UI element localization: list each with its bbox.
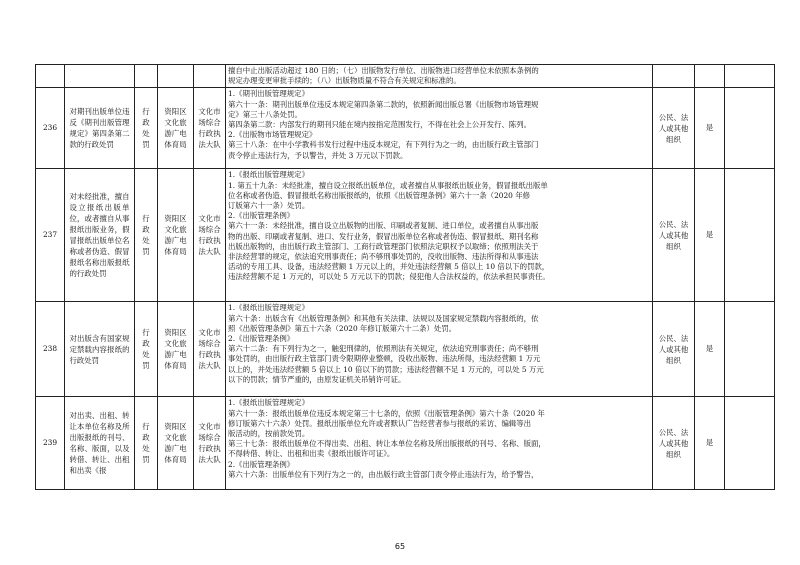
basis-line: 擅自中止出版活动超过 180 日的；（七）出版物发行单位、出版物进口经营单位未依照本条例的 (228, 66, 539, 75)
basis-line: 第六十二条：有下列行为之一，触犯刑律的，依照刑法有关规定，依法追究刑事责任；尚不够刑 (228, 344, 539, 354)
basis-line: 2.《出版物市场管理规定》 (228, 130, 317, 140)
cell-basis (226, 397, 653, 490)
basis-line: 2.《出版管理条例》 (228, 211, 295, 221)
penalty-type: 行政处罚 (142, 422, 150, 465)
basis-line: 1.《报纸出版管理规定》 (228, 170, 309, 180)
basis-line: 非法经营罪的规定，依法追究刑事责任；尚不够刑事处罚的，没收出版物、违法所得和从事违法 (228, 252, 539, 262)
enforcement-unit: 文化市场综合行政执法大队 (198, 422, 221, 465)
basis-line: 1.《报纸出版管理规定》 (228, 398, 309, 408)
cell-flag: 是 (695, 302, 725, 397)
cell-object (653, 169, 695, 302)
cell-num: 239 (36, 397, 65, 490)
cell-flag: 是 (695, 397, 725, 490)
basis-line: 照《出版管理条例》第五十六条（2020 年修订版第六十二条）处罚。 (228, 323, 457, 333)
basis-line: 不得转借、转让、出租和出卖《报纸出版许可证》。 (228, 449, 395, 459)
department: 资阳区文化旅游广电体育局 (164, 214, 187, 257)
basis-line: 2.《出版管理条例》 (228, 334, 295, 344)
basis-line: 物的出版、印刷或者复制、进口、发行业务，假冒出版单位名称或者伪造、假冒报纸、期刊名称 (228, 231, 539, 241)
cell-num: 238 (36, 302, 65, 397)
cell-basis (226, 169, 653, 302)
cell-name (65, 88, 135, 169)
basis-line: 规定办理变更审批手续的；（八）出版物质量不符合有关规定和标准的。 (228, 76, 461, 86)
cell-extra (725, 169, 775, 302)
basis-line: 第六十条：出版含有《出版管理条例》和其他有关法律、法规以及国家规定禁载内容报纸的，依 (228, 313, 539, 323)
table-row (36, 65, 775, 88)
cell-flag: 是 (695, 169, 725, 302)
item-name: 对出卖、出租、转让本单位名称及所出版报纸的刊号、名称、版面，以及转借、转让、出租和出卖《报 (69, 411, 130, 476)
cell-type (135, 88, 158, 169)
cell-type (135, 397, 158, 490)
basis-line: 第六十一条：期刊出版单位违反本规定第四条第二款的，依照新闻出版总署《出版物市场管理规 (228, 99, 539, 109)
basis-line: 责令停止违法行为，予以警告，并处 3 万元以下罚款。 (228, 150, 408, 160)
cell-object (653, 302, 695, 397)
cell-name (65, 397, 135, 490)
cell-dept (158, 302, 194, 397)
cell-num: 236 (36, 88, 65, 169)
cell-object (653, 397, 695, 490)
basis-line: 1.《期刊出版管理规定》 (228, 89, 309, 99)
table-row (36, 169, 775, 302)
cell-num (36, 65, 65, 88)
basis-line: 违法经营额不足 1 万元的，可以处 5 万元以下的罚款；侵犯他人合法权益的，依法承担民事责任。 (228, 272, 550, 282)
basis-line: 订版第六十一条）处罚。 (228, 201, 310, 211)
cell-unit (194, 302, 226, 397)
enforcement-unit: 文化市场综合行政执法大队 (198, 328, 221, 371)
basis-line: 第三十八条：在中小学教科书发行过程中违反本规定，有下列行为之一的，由出版行政主管部门 (228, 140, 539, 150)
basis-line: 第六十六条：出版单位有下列行为之一的，由出版行政主管部门责令停止违法行为，给予警告， (228, 469, 539, 479)
cell-dept (158, 65, 194, 88)
table-row (36, 88, 775, 169)
cell-object (653, 88, 695, 169)
table-row (36, 302, 775, 397)
basis-line: 以上的，并处违法经营额 5 倍以上 10 倍以下的罚款；违法经营额不足 1 万元的，可以处 5 万元 (228, 364, 544, 374)
item-name: 对期刊出版单位违反《期刊出版管理规定》第四条第二款的行政处罚 (69, 107, 130, 150)
target-object: 公民、法人或其他组织 (658, 112, 689, 144)
penalty-table (35, 64, 775, 490)
penalty-type: 行政处罚 (142, 107, 150, 150)
basis-line: 修订版第六十六条）处罚。报纸出版单位允许或者默认广告经营者参与报纸的采访、编辑等出 (228, 418, 532, 428)
cell-num: 237 (36, 169, 65, 302)
cell-name (65, 169, 135, 302)
basis-line: 事处罚的，由出版行政主管部门责令限期停业整顿，没收出版物、违法所得，违法经营额 1 万元 (228, 354, 541, 364)
basis-line: 第三十七条：报纸出版单位不得出卖、出租、转让本单位名称及所出版报纸的刊号、名称、版面， (228, 439, 546, 449)
basis-line: 版活动的，按前款处罚。 (228, 429, 310, 439)
penalty-type: 行政处罚 (142, 214, 150, 257)
cell-flag (695, 65, 725, 88)
cell-unit (194, 65, 226, 88)
cell-dept (158, 397, 194, 490)
target-object: 公民、法人或其他组织 (658, 333, 689, 365)
cell-object (653, 65, 695, 88)
basis-line: 第六十一条：报纸出版单位违反本规定第三十七条的，依照《出版管理条例》第六十条（2020 年 (228, 408, 545, 418)
item-name: 对出版含有国家规定禁载内容报纸的行政处罚 (69, 333, 130, 365)
target-object: 公民、法人或其他组织 (658, 427, 689, 459)
basis-line: 定》第三十八条处罚。 (228, 109, 302, 119)
target-object: 公民、法人或其他组织 (658, 219, 689, 251)
cell-type (135, 302, 158, 397)
table-row (36, 397, 775, 490)
cell-basis (226, 88, 653, 169)
cell-name (65, 65, 135, 88)
basis-line: 出版出版物的，由出版行政主管部门、工商行政管理部门依照法定职权予以取缔；依照刑法关于 (228, 241, 539, 251)
basis-line: 位名称或者伪造、假冒报纸名称出版报纸的，依照《出版管理条例》第六十一条（2020 年修 (228, 190, 531, 200)
basis-line: 以下的罚款；情节严重的，由原发证机关吊销许可证。 (228, 374, 406, 384)
cell-extra (725, 65, 775, 88)
cell-unit (194, 88, 226, 169)
department: 资阳区文化旅游广电体育局 (164, 422, 187, 465)
cell-dept (158, 169, 194, 302)
basis-line: 1. 第五十九条：未经批准，擅自设立报纸出版单位，或者擅自从事报纸出版业务，假冒报纸出版单 (228, 180, 548, 190)
cell-extra (725, 302, 775, 397)
enforcement-unit: 文化市场综合行政执法大队 (198, 107, 221, 150)
cell-unit (194, 397, 226, 490)
cell-name (65, 302, 135, 397)
cell-type (135, 65, 158, 88)
basis-line: 2.《出版管理条例》 (228, 459, 295, 469)
cell-dept (158, 88, 194, 169)
cell-extra (725, 397, 775, 490)
cell-basis (226, 65, 653, 88)
basis-line: 活动的专用工具、设备，违法经营额 1 万元以上的，并处违法经营额 5 倍以上 10 倍以下的罚款， (228, 262, 550, 272)
item-name: 对未经批准，擅自设立报纸出版单位，或者擅自从事报纸出版业务，假冒报纸出版单位名称或者伪造、假冒报纸名称出版报纸的行政处罚 (69, 192, 130, 279)
basis-line: 第四条第二款：内部发行的期刊只能在境内按指定范围发行，不得在社会上公开发行、陈列。 (228, 120, 532, 130)
penalty-type: 行政处罚 (142, 328, 150, 371)
department: 资阳区文化旅游广电体育局 (164, 107, 187, 150)
cell-extra (725, 88, 775, 169)
cell-flag: 是 (695, 88, 725, 169)
cell-basis (226, 302, 653, 397)
cell-type (135, 169, 158, 302)
department: 资阳区文化旅游广电体育局 (164, 328, 187, 371)
cell-unit (194, 169, 226, 302)
enforcement-unit: 文化市场综合行政执法大队 (198, 214, 221, 257)
basis-line: 第六十一条：未经批准，擅自设立出版物的出版、印刷或者复制、进口单位，或者擅自从事出版 (228, 221, 539, 231)
basis-line: 1.《报纸出版管理规定》 (228, 303, 309, 313)
page-number: 65 (394, 542, 406, 551)
